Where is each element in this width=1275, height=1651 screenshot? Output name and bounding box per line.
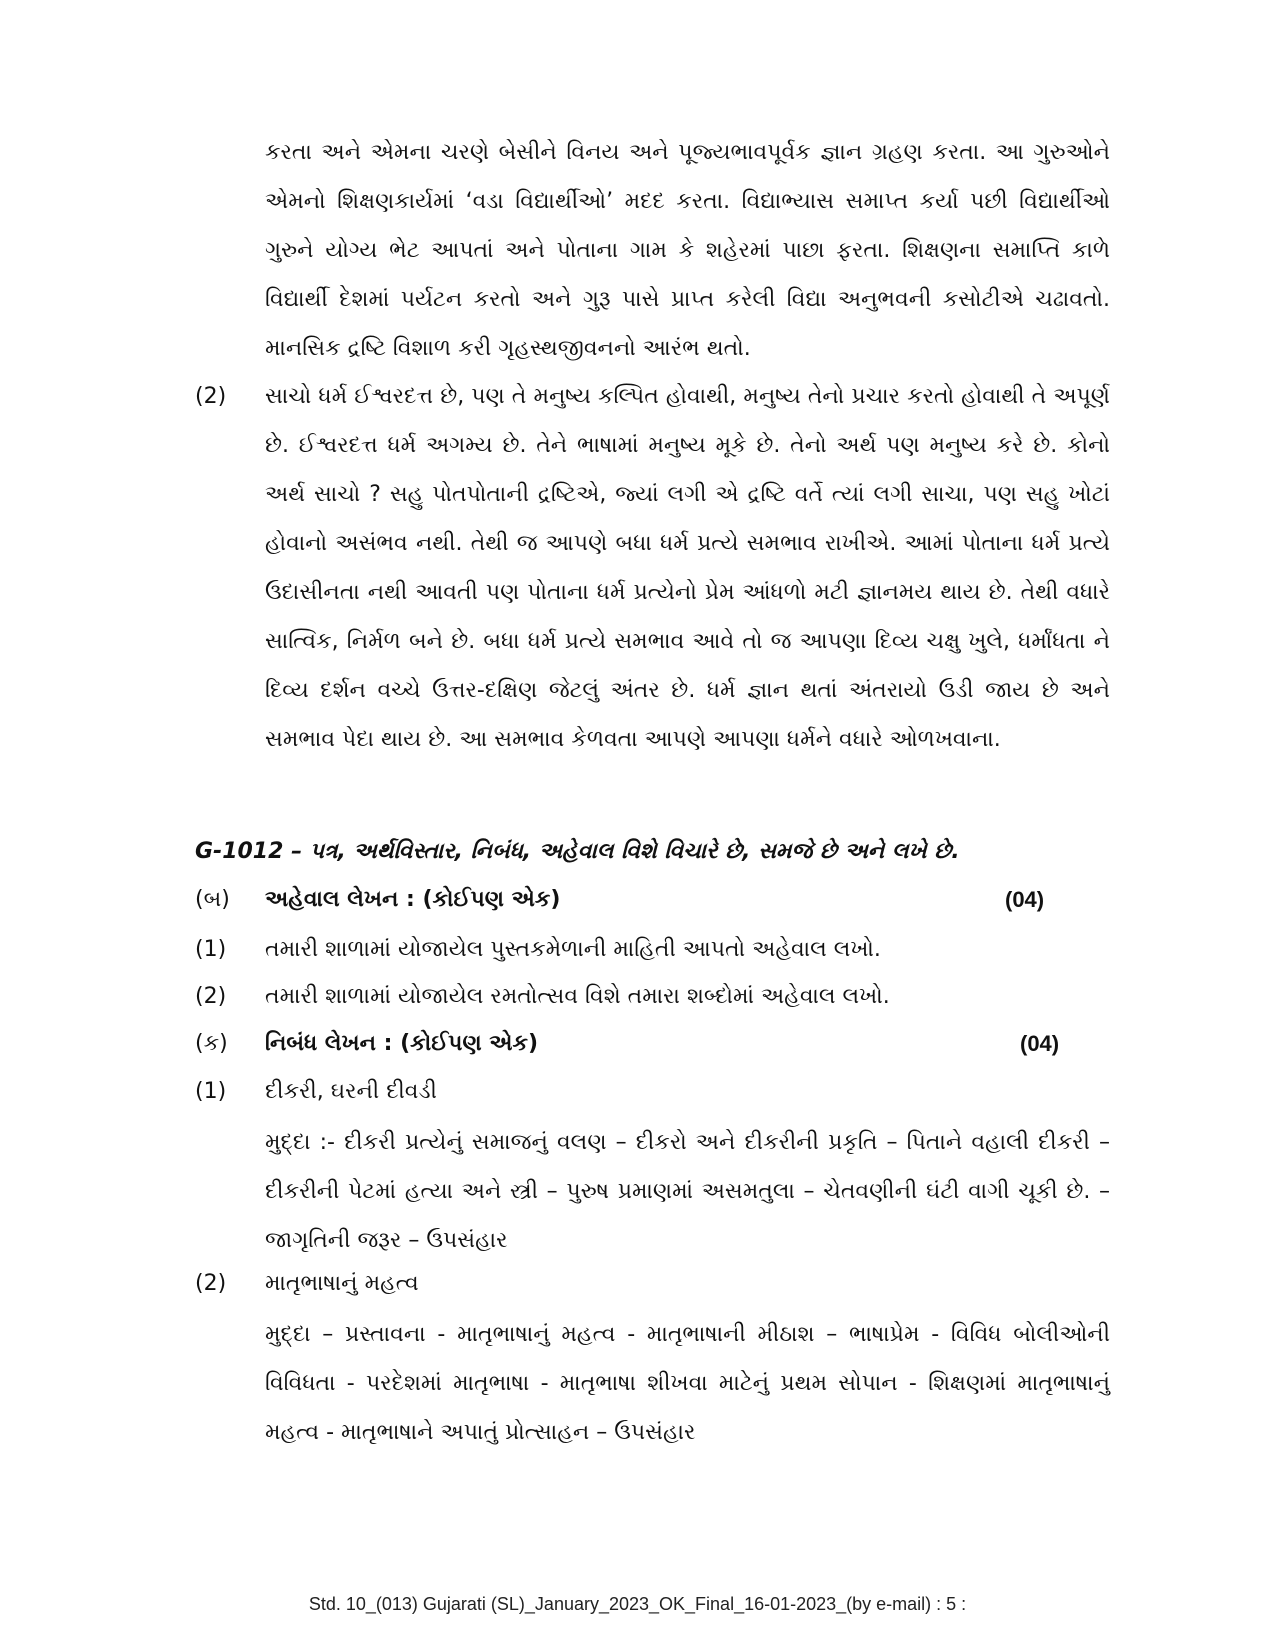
section-b-label: (બ) [195,887,230,912]
section-k-label: (ક) [195,1031,228,1056]
section-k-title: નિબંધ લેખન : (કોઈપણ એક) [265,1031,539,1056]
essay-1-points: મુદ્દા :- દીકરી પ્રત્યેનું સમાજનું વલણ – દીકરો અને દીકરીની પ્રકૃતિ – પિતાને વહાલી દીકરી – દીકરીની પેટમાં હત્યા અને સ્ત્રી – પુરુષ પ્રમાણમાં અસમતુલા – ચેતવણીની ઘંટી વાગી ચૂકી છે. – જાગૃતિની જરૂર – ઉપસંહાર [265,1130,1110,1253]
section-b-item-1-number: (1) [195,937,227,962]
section-b-item-2-text: તમારી શાળામાં યોજાયેલ રમતોત્સવ વિશે તમારા શબ્દોમાં અહેવાલ લખો. [265,984,890,1009]
section-k-marks: (04) [1020,1031,1060,1056]
essay-2-points: મુદ્દા – પ્રસ્તાવના - માતૃભાષાનું મહત્વ - માતૃભાષાની મીઠાશ – ભાષાપ્રેમ - વિવિધ બોલીઓની વિવિધતા - પરદેશમાં માતૃભાષા - માતૃભાષા શીખવા માટેનું પ્રથમ સોપાન - શિક્ષણમાં માતૃભાષાનું મહત્વ - માતૃભાષાને અપાતું પ્રોત્સાહન – ઉપસંહાર [265,1322,1110,1445]
objective-heading: G-1012 – પત્ર, અર્થવિસ્તાર, નિબંધ, અહેવાલ વિશે વિચારે છે, સમજે છે અને લખે છે. [195,839,960,864]
paragraph-2-text: સાચો ધર્મ ઈશ્વરદત્ત છે, પણ તે મનુષ્ય કલ્પિત હોવાથી, મનુષ્ય તેનો પ્રચાર કરતો હોવાથી તે અપૂર્ણ છે. ઈશ્વરદત્ત ધર્મ અગમ્ય છે. તેને ભાષામાં મનુષ્ય મૂકે છે. તેનો અર્થ પણ મનુષ્ય કરે છે. કોનો અર્થ સાચો ? સહુ પોતપોતાની દ્રષ્ટિએ, જ્યાં લગી એ દ્રષ્ટિ વર્તે ત્યાં લગી સાચા, પણ સહુ ખોટાં હોવાનો અસંભવ નથી. તેથી જ આપણે બધા ધર્મ પ્રત્યે સમભાવ રાખીએ. આમાં પોતાના ધર્મ પ્રત્યે ઉદાસીનતા નથી આવતી પણ પોતાના ધર્મ પ્રત્યેનો પ્રેમ આંધળો મટી જ્ઞાનમય થાય છે. તેથી વધારે સાત્વિક, નિર્મળ બને છે. બધા ધર્મ પ્રત્યે સમભાવ આવે તો જ આપણા દિવ્ય ચક્ષુ ખુલે, ધર્માંધતા ને દિવ્ય દર્શન વચ્ચે ઉત્તર-દક્ષિણ જેટલું અંતર છે. ધર્મ જ્ઞાન થતાં અંતરાયો ઉડી જાય છે અને સમભાવ પેદા થાય છે. આ સમભાવ કેળવતા આપણે આપણા ધર્મને વધારે ઓળખવાના. [265,384,1110,752]
section-b-title: અહેવાલ લેખન : (કોઈપણ એક) [265,887,561,912]
essay-2-number: (2) [195,1271,227,1296]
section-b-marks: (04) [1005,887,1045,912]
paragraph-2-number: (2) [195,384,227,409]
paragraph-intro: કરતા અને એમના ચરણે બેસીને વિનય અને પૂજ્યભાવપૂર્વક જ્ઞાન ગ્રહણ કરતા. આ ગુરુઓને એમનો શિક્ષણકાર્યમાં ‘વડા વિદ્યાર્થીઓ’ મદદ કરતા. વિદ્યાભ્યાસ સમાપ્ત કર્યા પછી વિદ્યાર્થીઓ ગુરુને યોગ્ય ભેટ આપતાં અને પોતાના ગામ કે શહેરમાં પાછા ફરતા. શિક્ષણના સમાપ્તિ કાળે વિદ્યાર્થી દેશમાં પર્યટન કરતો અને ગુરૂ પાસે પ્રાપ્ત કરેલી વિદ્યા અનુભવની કસોટીએ ચઢાવતો. માનસિક દ્રષ્ટિ વિશાળ કરી ગૃહસ્થજીવનનો આરંભ થતો. [265,140,1110,361]
section-b-item-1-text: તમારી શાળામાં યોજાયેલ પુસ્તકમેળાની માહિતી આપતો અહેવાલ લખો. [265,937,881,962]
essay-1-number: (1) [195,1079,227,1104]
page-footer: Std. 10_(013) Gujarati (SL)_January_2023_OK_Final_16-01-2023_(by e-mail) : 5 : [308,1594,967,1614]
section-b-item-2-number: (2) [195,984,227,1009]
essay-1-title: દીકરી, ઘરની દીવડી [265,1079,437,1104]
essay-2-title: માતૃભાષાનું મહત્વ [265,1271,419,1296]
